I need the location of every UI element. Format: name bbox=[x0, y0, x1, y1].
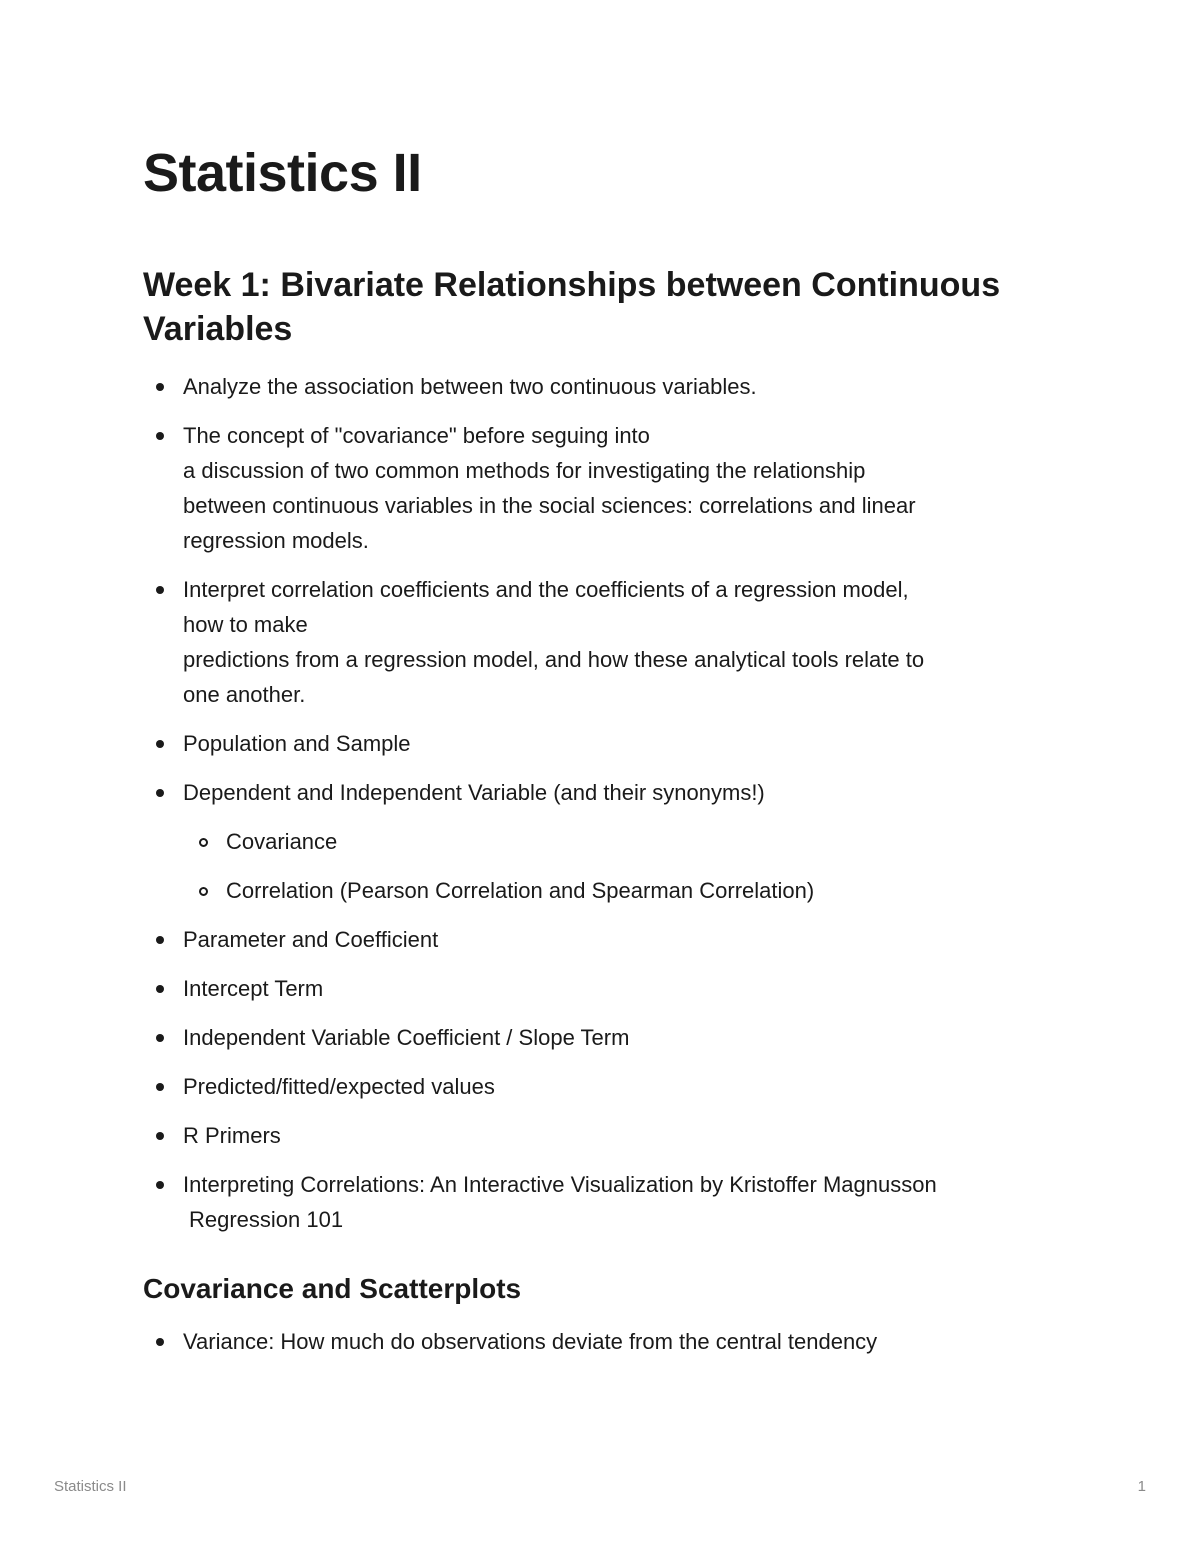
section2-bullet-list bbox=[143, 1324, 1063, 1359]
list-item bbox=[143, 1118, 1063, 1153]
document-content bbox=[143, 142, 1063, 1373]
list-item bbox=[143, 572, 1063, 712]
week1-bullet-list bbox=[143, 369, 1063, 1237]
list-item-text: regression models. bbox=[183, 528, 369, 554]
sub-list-item bbox=[143, 873, 1063, 908]
list-item-text: predictions from a regression model, and how these analytical tools relate to bbox=[183, 647, 925, 673]
list-item-text: Independent Variable Coefficient / Slope Term bbox=[183, 1025, 630, 1051]
list-item-text: how to make bbox=[183, 612, 308, 638]
list-item-text: Dependent and Independent Variable (and their synonyms!) bbox=[183, 780, 765, 806]
sub-list-item bbox=[143, 824, 1063, 859]
list-item-text: The concept of "covariance" before seguing into bbox=[183, 423, 650, 449]
list-item bbox=[143, 369, 1063, 404]
week1-heading-line: Week 1: Bivariate Relationships between Continuous bbox=[143, 266, 1001, 305]
list-item bbox=[143, 1020, 1063, 1055]
footer-document-title: Statistics II bbox=[54, 1478, 127, 1495]
list-item-text: Correlation (Pearson Correlation and Spearman Correlation) bbox=[226, 878, 815, 904]
list-item-text: Analyze the association between two continuous variables. bbox=[183, 374, 757, 400]
list-item-text: Parameter and Coefficient bbox=[183, 927, 439, 953]
list-item bbox=[143, 922, 1063, 957]
list-item bbox=[143, 971, 1063, 1006]
list-item-text: one another. bbox=[183, 682, 306, 708]
list-item-text: R Primers bbox=[183, 1123, 281, 1149]
list-item bbox=[143, 726, 1063, 761]
week1-heading-line: Variables bbox=[143, 309, 293, 348]
list-item bbox=[143, 418, 1063, 558]
list-item-text: Intercept Term bbox=[183, 976, 324, 1002]
list-item bbox=[143, 1069, 1063, 1104]
list-item-text: between continuous variables in the social sciences: correlations and linear bbox=[183, 493, 916, 519]
list-item-text: Population and Sample bbox=[183, 731, 411, 757]
list-item bbox=[143, 775, 1063, 810]
list-item-text: Interpret correlation coefficients and the coefficients of a regression model, bbox=[183, 577, 909, 603]
footer-page-number: 1 bbox=[1137, 1478, 1146, 1495]
list-item bbox=[143, 1324, 1063, 1359]
list-item-text: Predicted/fitted/expected values bbox=[183, 1074, 495, 1100]
list-item bbox=[143, 1167, 1063, 1237]
section-heading-covariance: Covariance and Scatterplots bbox=[143, 1273, 522, 1305]
list-item-text: Interpreting Correlations: An Interactive Visualization by Kristoffer Magnusson bbox=[183, 1172, 937, 1198]
list-item-text: Variance: How much do observations deviate from the central tendency bbox=[183, 1328, 878, 1354]
list-item-text: Covariance bbox=[226, 829, 338, 855]
list-item-text: Regression 101 bbox=[189, 1207, 344, 1233]
document-title: Statistics II bbox=[143, 143, 422, 203]
list-item-text: a discussion of two common methods for investigating the relationship bbox=[183, 458, 866, 484]
week1-heading bbox=[143, 264, 1063, 351]
